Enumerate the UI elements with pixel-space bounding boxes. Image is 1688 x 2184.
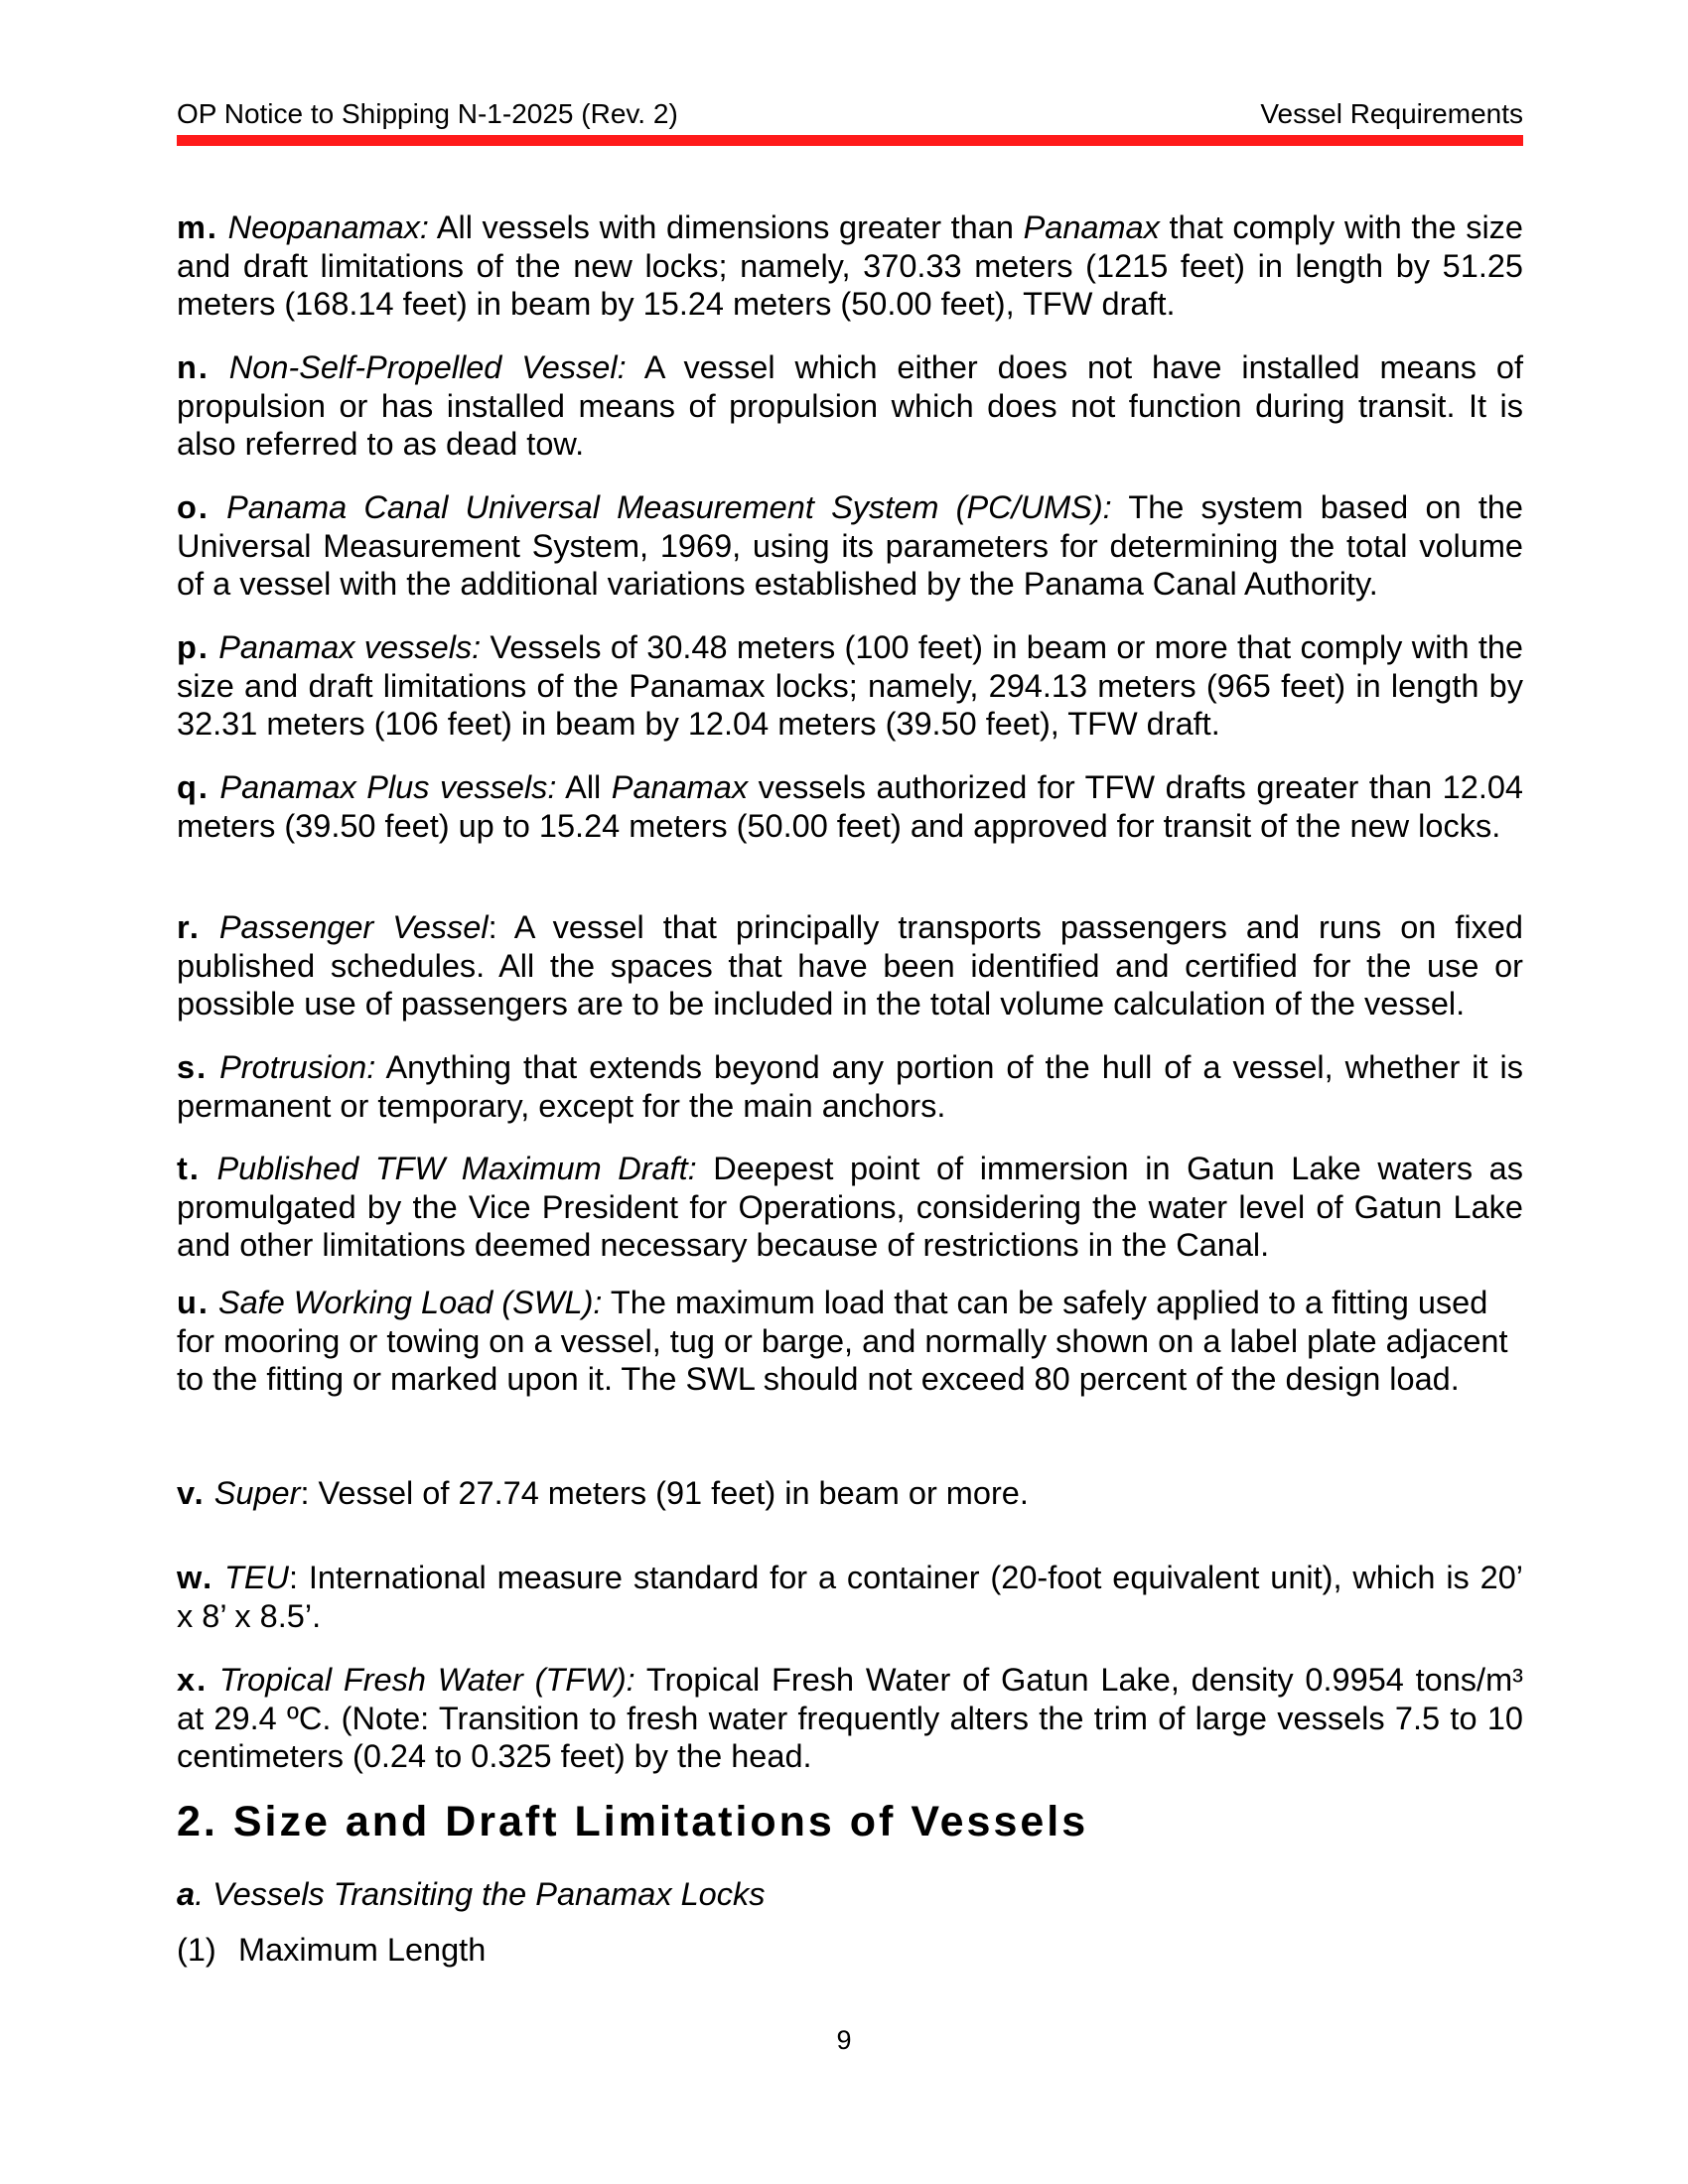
subsection-item: (1) Maximum Length — [177, 1932, 487, 1968]
term: Passenger Vessel — [218, 909, 489, 945]
term: Neopanamax: — [227, 209, 429, 245]
definition-t: t. Published TFW Maximum Draft: Deepest point of immersion in Gatun Lake waters as promulgated by the Vice President for Operations, considering the water level of Gatun Lake and other limitations deemed necessary because of restrictions in the Canal. — [177, 1151, 1523, 1263]
definition-x: x. Tropical Fresh Water (TFW): Tropical Fresh Water of Gatun Lake, density 0.9954 tons/m³ at 29.4 ºC. (Note: Transition to fresh water frequently alters the trim of large vessels 7.5 to 10 centimeters (0.24 to 0.325 feet) by the head. — [177, 1662, 1523, 1774]
term: Protrusion: — [219, 1049, 376, 1085]
definition-p: p. Panamax vessels: Vessels of 30.48 meters (100 feet) in beam or more that comply with the size and draft limitations of the Panamax locks; namely, 294.13 meters (965 feet) in length by 32.31 meters (106 feet) in beam by 12.04 meters (39.50 feet), TFW draft. — [177, 629, 1524, 742]
definition-q: q. Panamax Plus vessels: All Panamax vessels authorized for TFW drafts greater than 12.04 meters (39.50 feet) up to 15.24 meters (50.00 feet) and approved for transit of the new locks. — [177, 769, 1523, 844]
header-rule — [177, 135, 1523, 146]
page-header — [177, 97, 1523, 137]
term: Safe Working Load (SWL): — [217, 1285, 603, 1320]
subsection-heading: a. Vessels Transiting the Panamax Locks — [177, 1876, 766, 1912]
term: Tropical Fresh Water (TFW): — [218, 1662, 635, 1698]
section-heading: 2. Size and Draft Limitations of Vessels — [177, 1798, 1089, 1845]
definition-n: n. Non-Self-Propelled Vessel: A vessel which either does not have installed means of propulsion or has installed means of propulsion which does not function during transit. It is also referred to as dead tow. — [177, 349, 1524, 462]
term: Panamax vessels: — [218, 629, 482, 665]
term: TEU — [223, 1560, 289, 1595]
definition-s: s. Protrusion: Anything that extends beyond any portion of the hull of a vessel, whether it is permanent or temporary, except for the main anchors. — [177, 1049, 1523, 1124]
definition-v: v. Super: Vessel of 27.74 meters (91 feet) in beam or more. — [177, 1475, 1029, 1511]
header-document-title: OP Notice to Shipping N-1-2025 (Rev. 2) — [177, 98, 678, 129]
page-number: 9 — [836, 2025, 852, 2055]
definition-m: m. Neopanamax: All vessels with dimensions greater than Panamax that comply with the size and draft limitations of the new locks; namely, 370.33 meters (1215 feet) in length by 51.25 meters (168.14 feet) in beam by 15.24 meters (50.00 feet), TFW draft. — [177, 209, 1524, 322]
header-section-title: Vessel Requirements — [1260, 98, 1523, 129]
term: Panamax Plus vessels: — [219, 769, 557, 805]
definition-u: u. Safe Working Load (SWL): The maximum load that can be safely applied to a fitting used for mooring or towing on a vessel, tug or barge, and normally shown on a label plate adjacent to the fitting or marked upon it. The SWL should not exceed 80 percent of the design load. — [177, 1285, 1508, 1397]
term: Published TFW Maximum Draft: — [216, 1151, 697, 1186]
term: Panama Canal Universal Measurement System (PC/UMS): — [226, 489, 1112, 525]
term: Non-Self-Propelled Vessel: — [228, 349, 627, 385]
definition-o: o. Panama Canal Universal Measurement System (PC/UMS): The system based on the Universal Measurement System, 1969, using its parameters for determining the total volume of a vessel with the additional variations established by the Panama Canal Authority. — [177, 489, 1523, 602]
definition-r: r. Passenger Vessel: A vessel that principally transports passengers and runs on fixed published schedules. All the spaces that have been identified and certified for the use or possible use of passengers are to be included in the total volume calculation of the vessel. — [177, 909, 1524, 1022]
term: Super — [213, 1475, 301, 1511]
definition-w: w. TEU: International measure standard for a container (20-foot equivalent unit), which is 20’ x 8’ x 8.5’. — [177, 1560, 1524, 1634]
